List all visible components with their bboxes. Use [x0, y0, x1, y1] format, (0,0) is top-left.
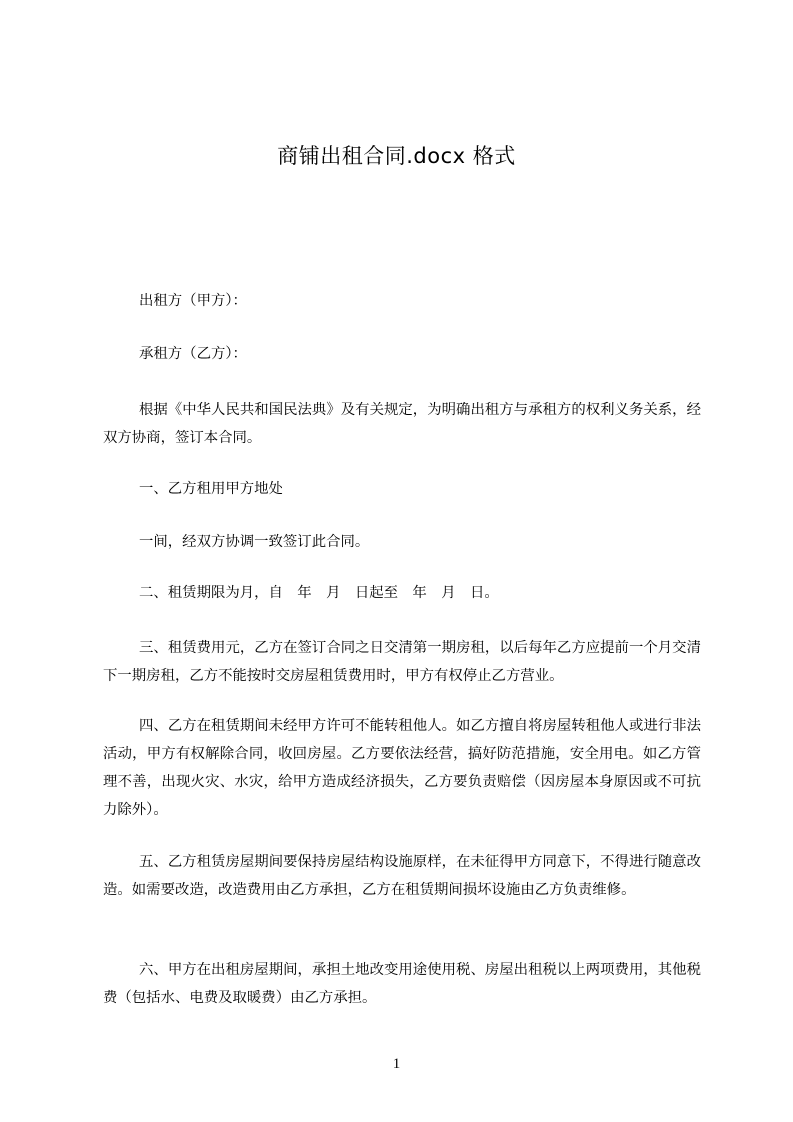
preamble-paragraph: 根据《中华人民共和国民法典》及有关规定，为明确出租方与承租方的权利义务关系，经双方协商，签订本合同。	[103, 402, 701, 446]
lessor-line: 出租方（甲方）：	[139, 293, 247, 309]
clause-4-paragraph: 四、乙方在租赁期间未经甲方许可不能转租他人。如乙方擅自将房屋转租他人或进行非法活动，甲方有权解除合同，收回房屋。乙方要依法经营，搞好防范措施，安全用电。如乙方管理不善，出现火灾、水灾，给甲方造成经济损失，乙方要负责赔偿（因房屋本身原因或不可抗力除外）。	[103, 718, 701, 818]
clause-1-heading: 一、乙方租用甲方地处	[139, 481, 283, 497]
clause-6-paragraph: 六、甲方在出租房屋期间，承担土地改变用途使用税、房屋出租税以上两项费用，其他税费（包括水、电费及取暖费）由乙方承担。	[103, 962, 701, 1006]
clause-2-paragraph: 二、租赁期限为月，自 年 月 日起至 年 月 日。	[139, 585, 499, 601]
lessee-line: 承租方（乙方）：	[139, 346, 247, 362]
clause-1-body: 一间，经双方协调一致签订此合同。	[139, 534, 370, 550]
document-title: 商铺出租合同.docx 格式	[277, 144, 516, 168]
page-number: 1	[392, 1056, 401, 1072]
clause-5-paragraph: 五、乙方租赁房屋期间要保持房屋结构设施原样，在未征得甲方同意下，不得进行随意改造。如需要改造，改造费用由乙方承担，乙方在租赁期间损坏设施由乙方负责维修。	[103, 854, 701, 898]
clause-3-paragraph: 三、租赁费用元，乙方在签订合同之日交清第一期房租，以后每年乙方应提前一个月交清下一期房租，乙方不能按时交房屋租赁费用时，甲方有权停止乙方营业。	[103, 640, 701, 684]
